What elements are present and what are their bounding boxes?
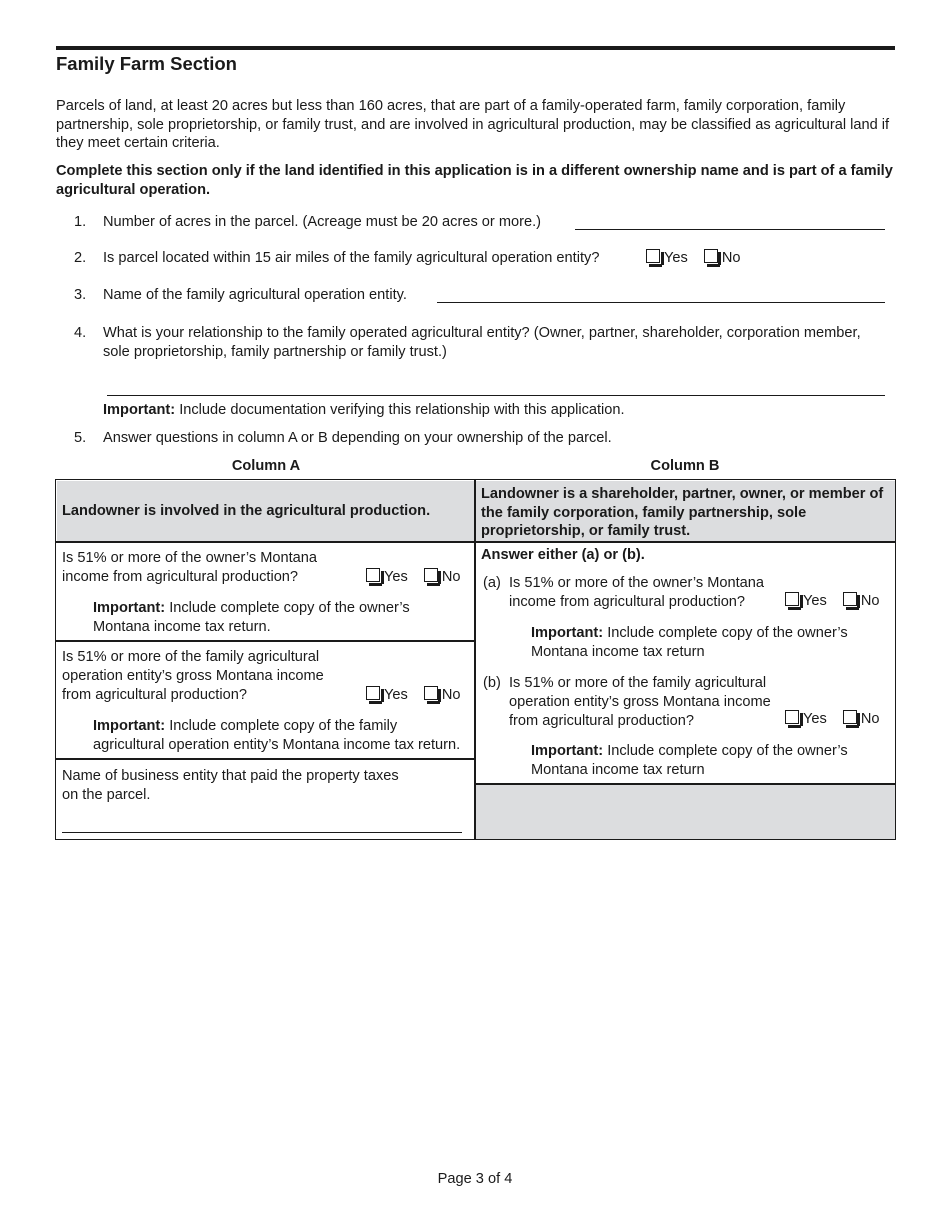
q5-number: 5. (74, 430, 87, 446)
column-b-header: Landowner is a shareholder, partner, owner, or member of the family corporation, family partnership, sole proprietorship, or family trust. (481, 486, 884, 539)
q3-text: Name of the family agricultural operation entity. (103, 287, 407, 303)
col-a-q1-important: Important: Include complete copy of the owner’s Montana income tax return. (93, 600, 410, 635)
page-number: Page 3 of 4 (437, 1171, 513, 1187)
col-b-a-yes-checkbox[interactable] (785, 592, 799, 606)
col-b-a-line2: income from agricultural production? (509, 594, 746, 610)
yes-label: Yes (803, 593, 827, 609)
col-a-q2-line2: operation entity’s gross Montana income (62, 668, 324, 684)
column-divider (474, 480, 476, 839)
top-rule (56, 46, 895, 50)
column-a-header: Landowner is involved in the agricultural production. (62, 503, 431, 519)
col-b-b-important: Important: Include complete copy of the owner’s Montana income tax return (531, 743, 848, 778)
q2-text: Is parcel located within 15 air miles of the family agricultural operation entity? (103, 250, 600, 266)
yes-label: Yes (384, 569, 408, 585)
col-a-q2-no-checkbox[interactable] (424, 686, 438, 700)
q1-number: 1. (74, 214, 87, 230)
q2-no-checkbox[interactable] (704, 249, 718, 263)
col-b-b-yes-no (785, 710, 880, 729)
col-a-q1-line2: income from agricultural production? (62, 569, 299, 585)
col-a-q2-yes-no (366, 686, 461, 705)
entity-name-input-line[interactable] (437, 302, 885, 303)
acres-input-line[interactable] (575, 229, 885, 230)
col-b-a-important: Important: Include complete copy of the owner’s Montana income tax return (531, 625, 848, 660)
q2-number: 2. (74, 250, 87, 266)
column-a-title: Column A (231, 458, 301, 474)
col-b-a-label: (a) (483, 575, 501, 591)
col-a-q2-line1: Is 51% or more of the family agricultural (62, 649, 320, 665)
instruction-paragraph: Complete this section only if the land identified in this application is in a different ownership name and is part of a family agricultural operation. (56, 163, 893, 198)
answer-either-label: Answer either (a) or (b). (481, 547, 645, 563)
no-label: No (721, 250, 741, 266)
no-label: No (860, 711, 880, 727)
col-b-a-line1: Is 51% or more of the owner’s Montana (509, 575, 764, 591)
intro-paragraph: Parcels of land, at least 20 acres but less than 160 acres, that are part of a family-operated farm, family corporation, family partnership, sole proprietorship, or family trust, and are involved in agricultural production, may be classified as agricultural land if they meet certain criteria. (56, 98, 890, 151)
col-a-q1-no-checkbox[interactable] (424, 568, 438, 582)
q2-yes-checkbox[interactable] (646, 249, 660, 263)
yes-label: Yes (803, 711, 827, 727)
no-label: No (441, 687, 461, 703)
q4-text: What is your relationship to the family operated agricultural entity? (Owner, partner, shareholder, corporation member, sole proprietorship, family partnership or family trust.) (103, 325, 861, 360)
column-b-title: Column B (650, 458, 720, 474)
q1-text: Number of acres in the parcel. (Acreage must be 20 acres or more.) (103, 214, 541, 230)
no-label: No (441, 569, 461, 585)
no-label: No (860, 593, 880, 609)
col-b-b-yes-checkbox[interactable] (785, 710, 799, 724)
col-a-q2-line3: from agricultural production? (62, 687, 247, 703)
col-b-b-line3: from agricultural production? (509, 713, 694, 729)
col-a-q1-yes-no (366, 568, 461, 587)
yes-label: Yes (384, 687, 408, 703)
col-a-rule-1 (56, 640, 475, 642)
q4-number: 4. (74, 325, 87, 341)
col-a-rule-2 (56, 758, 475, 760)
col-b-b-line2: operation entity’s gross Montana income (509, 694, 771, 710)
relationship-input-line[interactable] (107, 395, 885, 396)
col-b-a-no-checkbox[interactable] (843, 592, 857, 606)
business-entity-input-line[interactable] (62, 832, 462, 833)
header-rule (56, 541, 895, 543)
column-b-empty-cell (476, 784, 895, 839)
yes-label: Yes (664, 250, 688, 266)
col-a-q3-text: Name of business entity that paid the property taxes on the parcel. (62, 768, 399, 803)
col-a-q1-line1: Is 51% or more of the owner’s Montana (62, 550, 317, 566)
col-b-a-yes-no (785, 592, 880, 611)
q3-number: 3. (74, 287, 87, 303)
col-b-b-line1: Is 51% or more of the family agricultural (509, 675, 767, 691)
q5-text: Answer questions in column A or B depending on your ownership of the parcel. (103, 430, 612, 446)
col-a-q2-important: Important: Include complete copy of the family agricultural operation entity’s Montana income tax return. (93, 718, 461, 753)
col-b-rule (475, 783, 895, 785)
col-b-b-label: (b) (483, 675, 501, 691)
q2-yes-no (646, 249, 753, 268)
section-title: Family Farm Section (56, 53, 237, 74)
col-b-b-no-checkbox[interactable] (843, 710, 857, 724)
q4-important: Important: Include documentation verifying this relationship with this application. (103, 402, 625, 418)
col-a-q2-yes-checkbox[interactable] (366, 686, 380, 700)
col-a-q1-yes-checkbox[interactable] (366, 568, 380, 582)
